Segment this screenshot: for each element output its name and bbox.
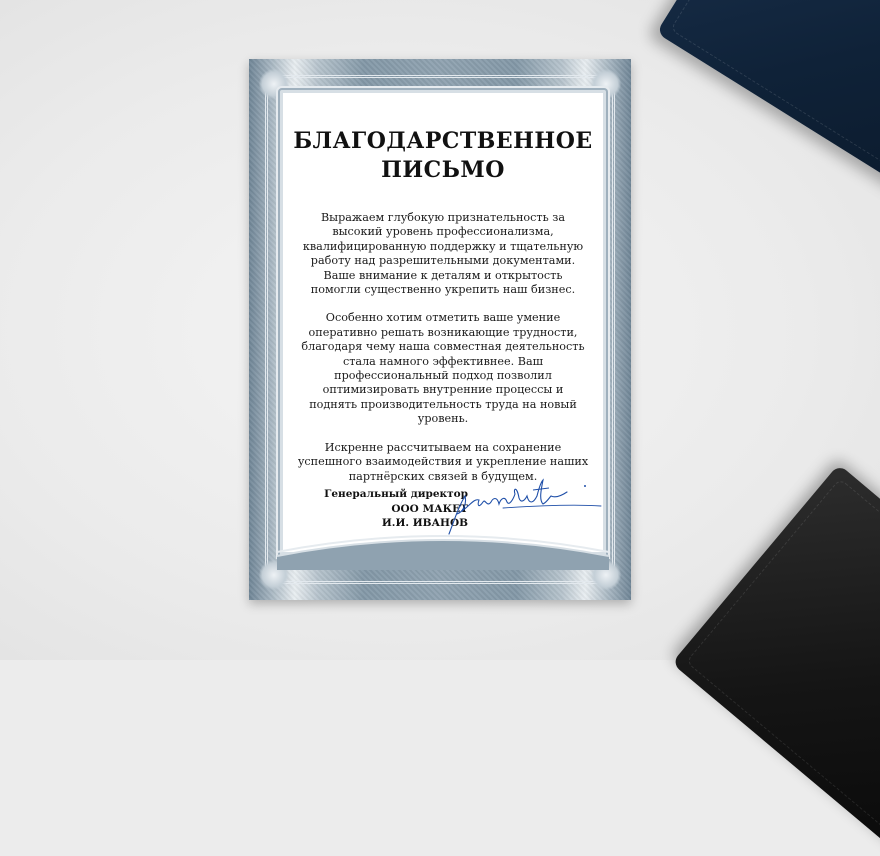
paragraph-3: Искренне рассчитываем на сохранение успешного взаимодействия и укрепление наших партнёрских связей в будущем.	[297, 440, 589, 483]
signer-position: Генеральный директор	[324, 488, 468, 500]
letter-sheet	[249, 59, 631, 600]
letter-content-panel	[280, 90, 606, 555]
letter-body	[297, 211, 589, 498]
title-line-1: БЛАГОДАРСТВЕННОЕ	[293, 128, 593, 154]
letter-title	[283, 127, 603, 185]
title-line-2: ПИСЬМО	[381, 157, 505, 183]
signer-company: ООО МАКЕТ	[391, 502, 468, 515]
paragraph-1: Выражаем глубокую признательность за высокий уровень профессионализма, квалифицированную поддержку и тщательную работу над разрешительными документами. Ваше внимание к деталям и открытость помогли существенно укрепить наш бизнес.	[302, 211, 584, 297]
paragraph-2: Особенно хотим отметить ваше умение оперативно решать возникающие трудности, благодаря чему наша совместная деятельность стала намного эффективнее. Ваш профессиональный подход позволил оптимизировать внутренние процессы и поднять производительность труда на новый уровень.	[301, 311, 585, 426]
handwritten-signature	[443, 478, 603, 538]
panel-arch	[283, 530, 603, 570]
signer-name: И.И. ИВАНОВ	[381, 517, 468, 530]
